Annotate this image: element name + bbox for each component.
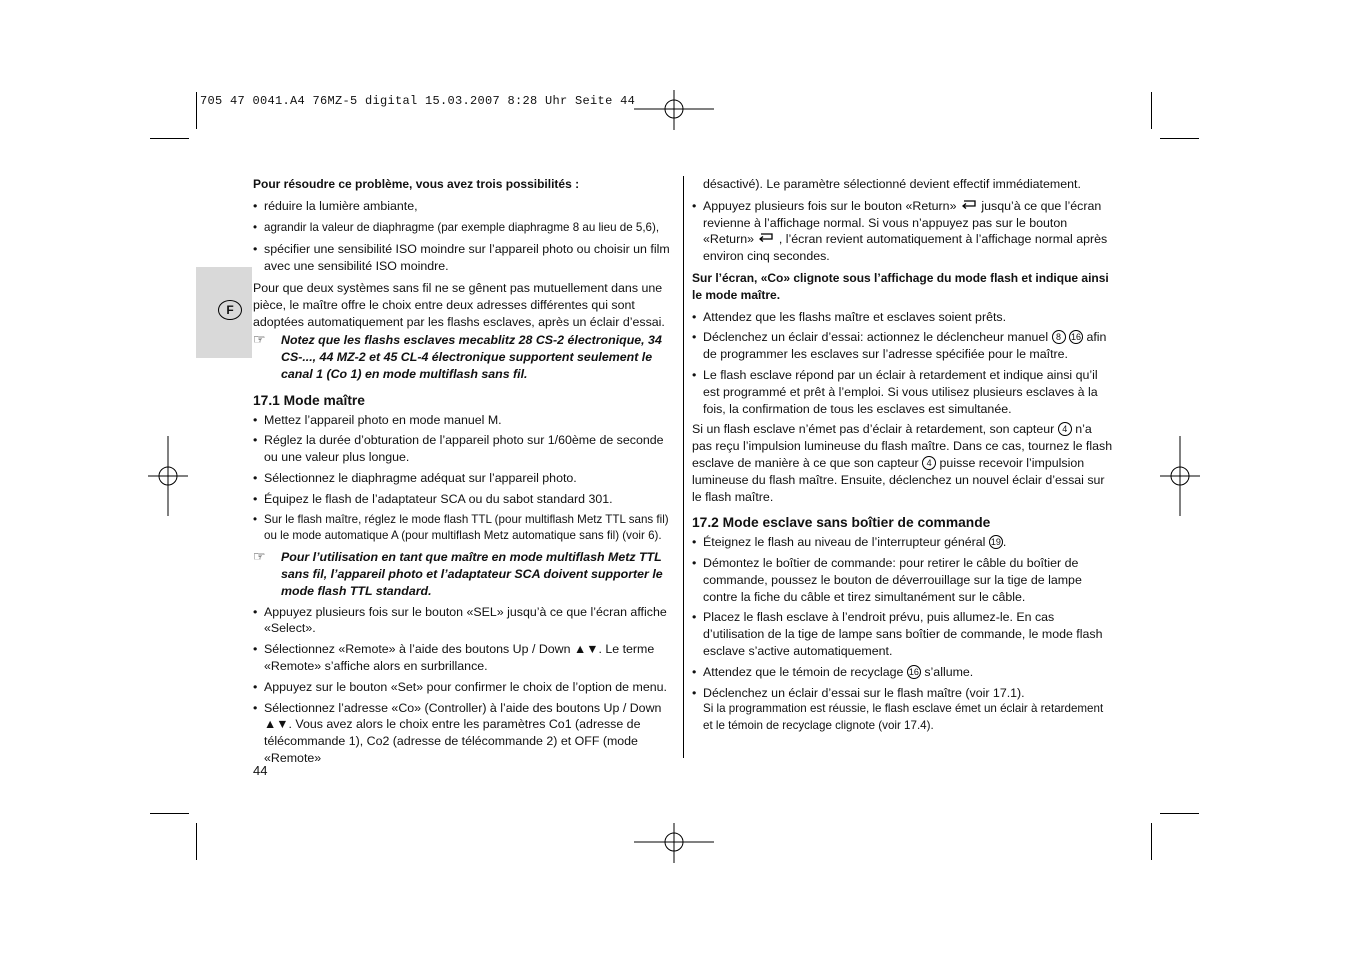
section-heading: 17.2 Mode esclave sans boîtier de commande [692, 515, 991, 531]
text: s’allume. [924, 664, 974, 679]
list-item: • Déclenchez un éclair d’essai sur le flash maître (voir 17.1). [692, 685, 1114, 702]
column-divider [683, 176, 684, 758]
hand-pointer-icon: ☞ [253, 548, 266, 565]
paragraph: Pour que deux systèmes sans fil ne se gênent pas mutuellement dans une pièce, le maître offre le choix entre deux adresses différentes qui sont adoptées automatiquement par les flashs esclaves, après un éclair d’essai. [253, 280, 665, 329]
language-tab [196, 267, 252, 358]
text: afin de programmer les esclaves sur l’adresse spécifiée pour le maître. [703, 330, 1107, 362]
return-arrow-icon [757, 232, 775, 243]
list-item: • Sélectionnez le diaphragme adéquat sur l’appareil photo. [253, 470, 675, 487]
crop-mark [196, 823, 197, 860]
list-item: • Placez le flash esclave à l’endroit prévu, puis allumez-le. En cas d’utilisation de la tige de lampe sans boîtier de commande, le mode flash esclave s’active automatiquement. [692, 609, 1114, 659]
list-item: • Sélectionnez «Remote» à l’aide des boutons Up / Down ▲▼. Le terme «Remote» s’affiche alors en surbrillance. [253, 641, 675, 675]
note-text: Notez que les flashs esclaves mecablitz 28 CS-2 électronique, 34 CS-..., 44 MZ-2 et 45 CL-4 électronique supportent seulement le canal 1 (Co 1) en mode multiflash sans fil. [281, 333, 662, 381]
note-block [253, 549, 675, 599]
list-item [692, 534, 1114, 551]
page-number: 44 [253, 763, 268, 778]
reference-number: 19 [990, 537, 1001, 548]
crop-mark [1160, 813, 1199, 814]
list-item [692, 329, 1114, 363]
crop-mark [1151, 823, 1152, 860]
list-item: • Appuyez sur le bouton «Set» pour confirmer le choix de l’option de menu. [253, 679, 675, 696]
paragraph: désactivé). Le paramètre sélectionné devient effectif immédiatement. [703, 177, 1081, 191]
right-column [692, 176, 1114, 735]
list-item [692, 664, 1114, 681]
registration-mark-bottom [634, 823, 714, 863]
reference-number: 16 [908, 666, 919, 677]
paragraph: Si la programmation est réussie, le flash esclave émet un éclair à retardement et le témoin de recyclage clignote (voir 17.4). [703, 702, 1104, 733]
print-header: 705 47 0041.A4 76MZ-5 digital 15.03.2007 8:28 Uhr Seite 44 [200, 94, 636, 108]
left-column [253, 176, 675, 767]
list-item: • spécifier une sensibilité ISO moindre sur l’appareil photo ou choisir un film avec une sensibilité ISO moindre. [253, 241, 675, 275]
crop-mark [150, 138, 189, 139]
list-item: • Démontez le boîtier de commande: pour retirer le câble du boîtier de commande, poussez le bouton de déverrouillage sur la tige de lampe contre la fiche du câble et tirez simultanément sur le câble. [692, 555, 1114, 605]
list-item: • Mettez l’appareil photo en mode manuel M. [253, 412, 675, 429]
intro-heading: Pour résoudre ce problème, vous avez trois possibilités : [253, 177, 580, 191]
reference-number: 4 [1058, 422, 1072, 436]
paragraph [692, 421, 1114, 505]
section-heading: 17.1 Mode maître [253, 392, 365, 408]
list-item: • Le flash esclave répond par un éclair à retardement et indique ainsi qu’il est programmé et prêt à l’emploi. Si vous utilisez plusieurs esclaves à la fois, la confirmation de tous les esclaves est simultanée. [692, 367, 1114, 417]
crop-mark [1151, 92, 1152, 129]
note-block [253, 332, 675, 382]
list-item: • Équipez le flash de l’adaptateur SCA ou du sabot standard 301. [253, 491, 675, 508]
language-badge: F [218, 300, 242, 320]
reference-number: 8 [1052, 330, 1066, 344]
registration-mark-right [1160, 436, 1200, 516]
crop-mark [196, 92, 197, 129]
text: Attendez que le témoin de recyclage [703, 664, 904, 679]
crop-mark [1160, 138, 1199, 139]
list-item: • Sélectionnez l’adresse «Co» (Controller) à l’aide des boutons Up / Down ▲▼. Vous avez alors le choix entre les paramètres Co1 (adresse de télécommande 1), Co2 (adresse de télécommande 2) et OFF (mode «Remote» [253, 700, 675, 767]
bold-paragraph: Sur l’écran, «Co» clignote sous l’affichage du mode flash et indique ainsi le mode maître. [692, 270, 1109, 302]
hand-pointer-icon: ☞ [253, 331, 266, 348]
reference-number: 4 [922, 456, 936, 470]
registration-mark-top [634, 90, 714, 130]
text: Si un flash esclave n’émet pas d’éclair à retardement, son capteur [692, 422, 1055, 437]
list-item: • agrandir la valeur de diaphragme (par exemple diaphragme 8 au lieu de 5,6), [253, 220, 675, 237]
text: Éteignez le flash au niveau de l’interrupteur général [703, 535, 986, 550]
text: , l’écran revient automatiquement à l’affichage normal après environ cinq secondes. [703, 232, 1108, 264]
text: . [1002, 535, 1007, 550]
list-item: • Attendez que les flashs maître et esclaves soient prêts. [692, 309, 1114, 326]
list-item: • Sur le flash maître, réglez le mode flash TTL (pour multiflash Metz TTL sans fil) ou le mode automatique A (pour multiflash Metz automatique sans fil) (voir 6). [253, 512, 675, 546]
text: puisse recevoir l’impulsion lumineuse du flash maître. Ensuite, déclenchez un nouvel éclair d’essai sur le flash maître. [692, 455, 1105, 504]
registration-mark-left [148, 436, 188, 516]
reference-number: 16 [1070, 332, 1081, 343]
crop-mark [150, 813, 189, 814]
list-item: • réduire la lumière ambiante, [253, 198, 675, 215]
return-arrow-icon [960, 199, 978, 210]
text: Déclenchez un éclair d’essai: actionnez le déclencheur manuel [703, 330, 1049, 345]
note-text: Pour l’utilisation en tant que maître en mode multiflash Metz TTL sans fil, l’appareil photo et l’adaptateur SCA doivent supporter le mode flash TTL standard. [281, 550, 663, 598]
list-item: • Appuyez plusieurs fois sur le bouton «SEL» jusqu’à ce que l’écran affiche «Select». [253, 604, 675, 638]
list-item [692, 198, 1114, 265]
text: Appuyez plusieurs fois sur le bouton «Return» [703, 198, 957, 213]
list-item: • Réglez la durée d’obturation de l’appareil photo sur 1/60ème de seconde ou une valeur plus longue. [253, 432, 675, 466]
text: n’a pas reçu l’impulsion lumineuse du flash maître. Dans ce cas, tournez le flash esclave de manière à ce que son capteur [692, 422, 1113, 470]
text: jusqu’à ce que l’écran revienne à l’affichage normal. Si vous n’appuyez pas sur le bouton «Return» [703, 198, 1102, 247]
